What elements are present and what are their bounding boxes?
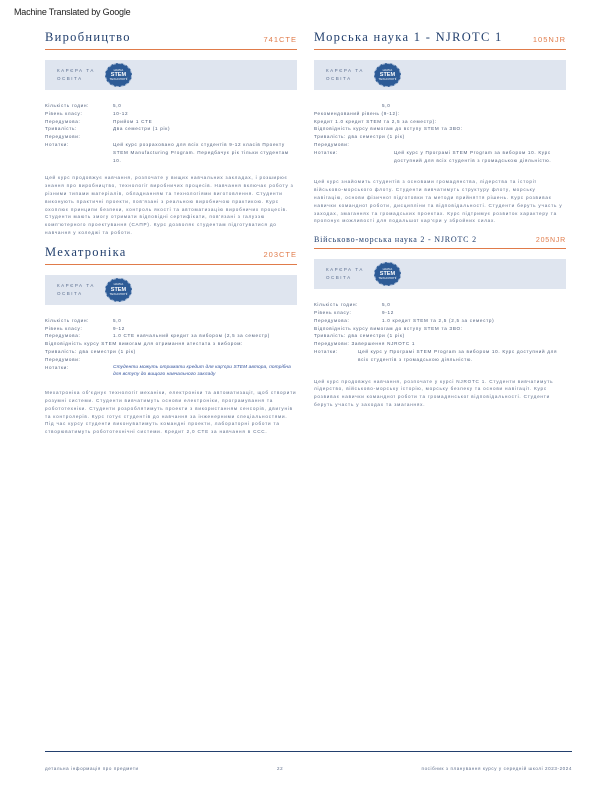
course-facts [45,317,297,379]
right-column [314,30,566,409]
course-mechatronics [45,245,297,436]
stem-badge-icon: НАУКА STEM ТЕХНОЛОГІЇ [105,278,132,302]
course-description: Цей курс продовжує навчання, розпочате у вищих навчальних закладах, і розширює знання про виробництво, технології виробничих процесів. Навчання включає роботу з різними типами матеріалів, обладнанням та технологіями виготовлення. Студенти виконують практичні проекти, пов'язані з реальною виробничою практикою. Курс охоплює принципи безпеки, контроль якості та автоматизацію виробничих процесів. Студенти мають змогу отримати відповідні сертифікати, пов'язані з галуззю комп'ютерного проектування (САПР). Курс дозволяє студентам підготуватися до навчання у коледжі та роботи. [45,175,294,235]
course-code: 741CTE [263,35,297,44]
fact-row: Рівень класу: 9-12 [45,325,125,331]
course-title: Мехатроніка [45,244,127,259]
course-header [45,30,297,50]
course-title: Військово-морська наука 2 - NJROTC 2 [314,235,477,245]
course-header [45,245,297,265]
banner-text: КАРЄРА ТА ОСВІТА [57,68,95,81]
fact-row: 5,0 [382,103,391,108]
fact-row: Передумова: Прийом 1 CTE [45,118,153,124]
stem-badge-icon: НАУКА STEM ТЕХНОЛОГІЇ [105,63,132,87]
course-facts [314,301,566,363]
course-naval-science-2 [314,235,566,409]
course-naval-science-1 [314,30,566,225]
course-code: 205NJR [535,237,566,245]
fact-row: Передумови: [45,356,81,362]
course-title: Виробництво [45,30,131,44]
stem-badge-icon: НАУКА STEM ТЕХНОЛОГІЇ [374,63,401,87]
fact-row: Рівень класу: 9-12 [314,309,394,315]
fact-row: Нотатки: Студенти можуть отримати кредит для кар'єри STEM автора, потрібна для вступу до вищого навчального закладу [45,364,291,378]
stem-badge-icon: НАУКА STEM ТЕХНОЛОГІЇ [374,262,401,286]
fact-row: Передумова: 1.0 CTE навчальний кредит за вибором (2,5 за семестр) [45,333,271,339]
page-footer [45,751,572,771]
machine-translation-banner: Machine Translated by Google [14,7,131,17]
fact-row: Передумови: [314,141,350,147]
fact-row: Нотатки: Цей курс у Програмі STEM Program за вибором 10. Курс доступний для всіх студентів з громадською діяльністю. [314,149,552,163]
career-banner [45,60,297,90]
fact-row: Передумови: [45,134,81,140]
career-banner [314,60,566,90]
course-description: Цей курс знайомить студентів з основами громадянства, лідерства та історії військово-морського флоту. Студенти вивчатимуть структуру флоту, морську навігацію, основи фізичної підготовки та методи прийняття рішень. Курс розвиває навички командної роботи, дисципліни та відповідальності. Студенти беруть участь у заходах, змаганнях та громадських проектах. Курс підтримує розвиток характеру та пропонує можливості для подальшої кар'єри у збройних силах. [314,179,563,224]
fact-row: Передумови: Завершення NJROTC 1 [314,341,416,347]
career-banner [45,275,297,305]
course-code: 105NJR [532,35,566,44]
fact-row: Відповідність курсу STEM вимогам для отримання атестата з вибором: [45,341,244,347]
banner-text: КАРЄРА ТА ОСВІТА [326,267,364,281]
fact-row: Нотатки: Цей курс розраховано для всіх студентів 9-12 класів Проекту STEM Manufacturing Program. Передбачує рік тільки студентам 10. [45,141,289,163]
fact-row: Кількість годин: 5,0 [45,103,122,108]
fact-row: Кількість годин: 5,0 [45,317,122,323]
left-column [45,30,297,436]
fact-row: Відповідність курсу вимогам до вступу STEM та ЗВО: [314,126,463,132]
fact-row: Тривалість: Два семестри (1 рік) [45,126,171,132]
fact-row: Рекомендований рівень (9-12): [314,110,400,116]
banner-text: КАРЄРА ТА ОСВІТА [326,68,364,81]
career-banner [314,259,566,289]
course-manufacturing [45,30,297,237]
footer-right-text: посібник з планування курсу у середній школі 2023-2024 [421,766,572,771]
fact-row: Рівень класу: 10-12 [45,110,129,116]
fact-row: Кількість годин: 5,0 [314,302,391,308]
fact-row: Передумова: 1.0 кредит STEM та 2,5 (2,5 за семестр) [314,317,495,323]
fact-row: Нотатки: Цей курс у Програмі STEM Program за вибором 10. Курс доступний для всіх студентів з громадською діяльністю. [314,348,558,362]
course-title: Морська наука 1 - NJROTC 1 [314,30,503,44]
course-facts [45,102,297,164]
fact-row: Тривалість: два семестри (1 рік) [314,134,405,140]
course-description: Цей курс продовжує навчання, розпочате у курсі NJROTC 1. Студенти вивчатимуть лідерство, військово-морську історію, морську безпеку та основи навігації. Курс розвиває навички командної роботи та громадянської відповідальності. Студенти беруть участь у заходах та змаганнях. [314,378,554,407]
course-facts [314,102,566,164]
footer-left-text: детальна інформація про предмети [45,766,139,771]
course-description: Мехатроніка об'єднує технології механіки, електроніки та автоматизації, щоб створити розумні системи. Студенти вивчатимуть основи електроніки, програмування та робототехніки. Студенти розроблятимуть проекти з використанням сенсорів, двигунів та контролерів. Курс готує студентів до навчання за інженерними спеціальностями. Під час курсу студенти виконуватимуть командні проекти, лабораторні роботи та створюватимуть робототехнічні системи. Кредит 2,0 CTE за навчання в ССС. [45,390,297,435]
banner-text: КАРЄРА ТА ОСВІТА [57,282,95,296]
fact-row: Відповідність курсу вимогам до вступу STEM та ЗВО: [314,325,463,331]
fact-row: Тривалість: два семестри (1 рік) [45,348,136,354]
course-code: 203CTE [263,249,297,259]
page-number: 22 [276,766,284,771]
fact-row: Кредит 1.0 кредит STEM та 2,5 за семестр): [314,118,437,124]
course-header [314,235,566,249]
fact-row: Тривалість: два семестри (1 рік) [314,333,405,339]
course-header [314,30,566,50]
